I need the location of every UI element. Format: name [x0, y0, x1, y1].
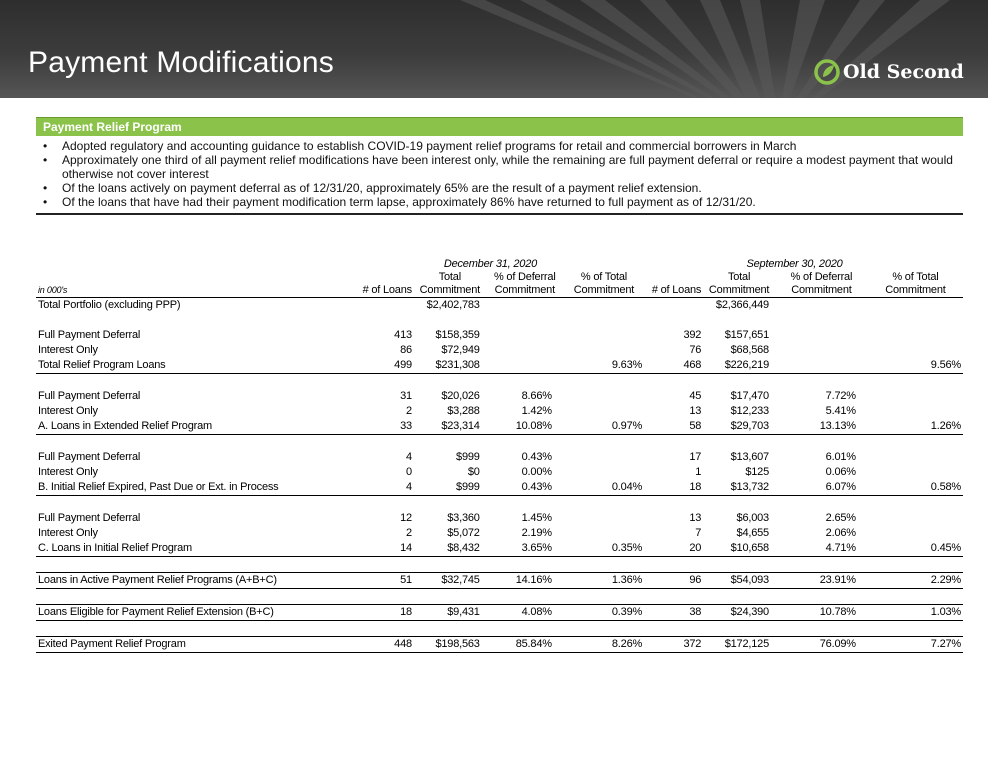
dec-loans: 14: [355, 541, 414, 557]
dec-deferral-pct: 2.19%: [521, 527, 552, 539]
dec-commitment: $9,431: [414, 605, 486, 621]
dec-total-pct: [564, 465, 644, 480]
sep-commitment: $17,470: [730, 390, 769, 402]
sep-commitment: $157,651: [724, 329, 769, 341]
dec-commitment: $0: [467, 466, 480, 478]
dec-commitment: $158,359: [435, 329, 480, 341]
dec-total-pct: [564, 298, 644, 314]
sep-total-pct: 9.56%: [868, 358, 963, 374]
sep-commitment: $12,233: [730, 405, 769, 417]
row-label: Loans Eligible for Payment Relief Extension (B+C): [36, 605, 355, 621]
row-label: Interest Only: [38, 405, 98, 417]
sep-loans: 96: [644, 573, 703, 589]
table-row: [36, 541, 963, 557]
dec-commitment: $999: [414, 480, 486, 496]
row-label: Full Payment Deferral: [38, 329, 141, 341]
spacer-row: [36, 557, 963, 573]
sep-deferral-pct: 7.72%: [825, 390, 856, 402]
col-commitment: Commitment: [703, 284, 775, 298]
row-label: Total Portfolio (excluding PPP): [38, 299, 181, 311]
dec-deferral-pct: 0.00%: [521, 466, 552, 478]
sep-loans: 372: [644, 637, 703, 653]
dec-deferral-pct: 14.16%: [486, 573, 564, 589]
sep-commitment: $29,703: [703, 419, 775, 435]
sep-commitment: $54,093: [703, 573, 775, 589]
dec-loans: 51: [355, 573, 414, 589]
sep-total-pct: [868, 389, 963, 404]
dec-deferral-pct: [486, 298, 564, 314]
dec-loans: 499: [355, 358, 414, 374]
sep-deferral-pct: 10.78%: [775, 605, 868, 621]
bullet-dot-icon: •: [43, 181, 48, 195]
col-deferral-top: % of Deferral: [493, 271, 556, 283]
dec-total-pct: 0.97%: [564, 419, 644, 435]
sep-total-pct: 7.27%: [868, 637, 963, 653]
dec-loans: 2: [406, 527, 412, 539]
row-label: C. Loans in Initial Relief Program: [36, 541, 355, 557]
spacer-row: [36, 435, 963, 451]
dec-deferral-pct: [486, 328, 564, 343]
sep-loans: 38: [644, 605, 703, 621]
col-commitment-top: Total: [727, 271, 751, 283]
sep-total-pct: 1.26%: [868, 419, 963, 435]
dec-deferral-pct: 0.43%: [521, 451, 552, 463]
col-commitment-top: Total: [438, 271, 461, 283]
table-row: [36, 450, 963, 465]
row-label: B. Initial Relief Expired, Past Due or Ext. in Process: [36, 480, 355, 496]
bullet-text: Adopted regulatory and accounting guidance to establish COVID-19 payment relief programs for retail and commercial borrowers in March: [62, 139, 797, 153]
bullet-text: Of the loans actively on payment deferral as of 12/31/20, approximately 65% are the result of a payment relief extension.: [62, 181, 702, 195]
logo-text: Old Second: [843, 61, 964, 83]
dec-loans: 18: [355, 605, 414, 621]
table-row: [36, 419, 963, 435]
sep-deferral-pct: [775, 328, 868, 343]
dec-commitment: $3,288: [447, 405, 480, 417]
row-label: Exited Payment Relief Program: [36, 637, 355, 653]
sep-total-pct: [868, 404, 963, 419]
spacer-row: [36, 496, 963, 512]
table-row: [36, 511, 963, 526]
dec-deferral-pct: 0.43%: [486, 480, 564, 496]
dec-commitment: $20,026: [441, 390, 480, 402]
dec-deferral-pct: [486, 358, 564, 374]
col-total-top: % of Total: [892, 271, 939, 283]
dec-loans: 448: [355, 637, 414, 653]
dec-total-pct: 8.26%: [564, 637, 644, 653]
dec-loans: 2: [406, 405, 412, 417]
bullet-item: [36, 139, 963, 153]
dec-deferral-pct: [486, 343, 564, 358]
sep-loans: 1: [695, 466, 702, 478]
sep-loans: 392: [683, 329, 702, 341]
bullet-item: [36, 181, 963, 195]
page-title: Payment Modifications: [28, 46, 335, 79]
bullet-dot-icon: •: [43, 153, 48, 167]
sep-deferral-pct: 2.06%: [825, 527, 856, 539]
col-deferral: Commitment: [486, 284, 564, 298]
bullet-item: [36, 153, 963, 181]
sep-commitment: $172,125: [703, 637, 775, 653]
sep-loans: 13: [689, 512, 702, 524]
col-loans: # of Loans: [355, 284, 414, 298]
bullet-dot-icon: •: [43, 195, 48, 209]
row-label: Full Payment Deferral: [38, 512, 141, 524]
dec-total-pct: [564, 511, 644, 526]
sep-total-pct: 2.29%: [868, 573, 963, 589]
table-row: [36, 605, 963, 621]
col-deferral: Commitment: [775, 284, 868, 298]
dec-commitment: $3,360: [447, 512, 480, 524]
sep-deferral-pct: [775, 298, 868, 314]
row-label: Loans in Active Payment Relief Programs (A+B+C): [36, 573, 355, 589]
section-title: Payment Relief Program: [43, 120, 182, 134]
table-row: [36, 298, 963, 314]
dec-loans: 413: [394, 329, 412, 341]
sep-total-pct: [868, 298, 963, 314]
table-row: [36, 328, 963, 343]
dec-loans: 12: [400, 512, 412, 524]
dec-total-pct: 0.39%: [564, 605, 644, 621]
sep-commitment: $13,607: [730, 451, 769, 463]
dec-total-pct: 9.63%: [564, 358, 644, 374]
dec-loans: 86: [400, 344, 412, 356]
dec-loans: 4: [406, 451, 412, 463]
table-row: [36, 404, 963, 419]
sep-loans: 17: [689, 451, 702, 463]
dec-total-pct: [564, 328, 644, 343]
row-label: A. Loans in Extended Relief Program: [36, 419, 355, 435]
sep-total-pct: [868, 328, 963, 343]
sep-commitment: $125: [745, 466, 769, 478]
sep-commitment: $24,390: [703, 605, 775, 621]
dec-commitment: $2,402,783: [426, 299, 480, 311]
spacer-row: [36, 621, 963, 637]
row-label: Full Payment Deferral: [38, 390, 141, 402]
spacer-row: [36, 589, 963, 605]
dec-loans: 31: [400, 390, 412, 402]
sep-commitment: $68,568: [730, 344, 769, 356]
row-label: Full Payment Deferral: [38, 451, 141, 463]
sep-commitment: $6,003: [736, 512, 769, 524]
table-row: [36, 573, 963, 589]
period-header-dec: December 31, 2020: [443, 258, 538, 270]
table-row: [36, 389, 963, 404]
sep-commitment: $4,655: [736, 527, 769, 539]
dec-commitment: $23,314: [414, 419, 486, 435]
table-row: [36, 637, 963, 653]
col-commitment: Commitment: [414, 284, 486, 298]
dec-total-pct: [564, 404, 644, 419]
sep-commitment: $226,219: [703, 358, 775, 374]
sep-loans: 7: [695, 527, 702, 539]
dec-deferral-pct: 85.84%: [486, 637, 564, 653]
sep-deferral-pct: 6.07%: [775, 480, 868, 496]
payment-modifications-table: [36, 258, 963, 653]
sep-deferral-pct: 5.41%: [825, 405, 856, 417]
table-row: [36, 343, 963, 358]
row-label: Interest Only: [38, 527, 98, 539]
dec-commitment: $231,308: [414, 358, 486, 374]
sep-deferral-pct: [775, 358, 868, 374]
dec-commitment: $32,745: [414, 573, 486, 589]
spacer-row: [36, 374, 963, 390]
dec-deferral-pct: 8.66%: [521, 390, 552, 402]
dec-total-pct: 1.36%: [564, 573, 644, 589]
col-deferral-top: % of Deferral: [790, 271, 853, 283]
dec-loans: 33: [355, 419, 414, 435]
header-blank: [36, 258, 355, 271]
sep-total-pct: 1.03%: [868, 605, 963, 621]
dec-total-pct: [564, 389, 644, 404]
section-banner: [36, 117, 963, 136]
sep-loans: 468: [644, 358, 703, 374]
bullet-text: Of the loans that have had their payment modification term lapse, approximately 86% have returned to full payment as of 12/31/20.: [62, 195, 756, 209]
bullet-dot-icon: •: [43, 139, 48, 153]
col-loans: # of Loans: [644, 284, 703, 298]
sep-loans: 18: [644, 480, 703, 496]
unit-label: in 000's: [36, 284, 355, 298]
sep-deferral-pct: 23.91%: [775, 573, 868, 589]
company-logo: [814, 56, 964, 88]
col-total: Commitment: [868, 284, 963, 298]
table-row: [36, 358, 963, 374]
sep-loans: 45: [689, 390, 702, 402]
table-row: [36, 480, 963, 496]
sep-total-pct: 0.45%: [868, 541, 963, 557]
dec-deferral-pct: 10.08%: [486, 419, 564, 435]
bullet-item: [36, 195, 963, 209]
sep-deferral-pct: [775, 343, 868, 358]
sep-commitment: $10,658: [703, 541, 775, 557]
dec-commitment: $999: [456, 451, 480, 463]
dec-loans: 4: [355, 480, 414, 496]
dec-deferral-pct: 1.45%: [521, 512, 552, 524]
sep-total-pct: [868, 465, 963, 480]
dec-total-pct: 0.04%: [564, 480, 644, 496]
dec-deferral-pct: 3.65%: [486, 541, 564, 557]
sep-total-pct: [868, 511, 963, 526]
sep-deferral-pct: 2.65%: [825, 512, 856, 524]
period-header-sep: September 30, 2020: [746, 258, 843, 270]
dec-deferral-pct: 1.42%: [521, 405, 552, 417]
sep-loans: 13: [689, 405, 702, 417]
spacer-row: [36, 313, 963, 328]
col-total-top: % of Total: [580, 271, 628, 283]
row-label: Interest Only: [38, 344, 98, 356]
sep-deferral-pct: 0.06%: [825, 466, 856, 478]
dec-total-pct: [564, 526, 644, 541]
slide-header: [0, 0, 988, 98]
sep-commitment: $13,732: [703, 480, 775, 496]
sep-loans: 20: [644, 541, 703, 557]
sep-deferral-pct: 4.71%: [775, 541, 868, 557]
sep-loans: 76: [689, 344, 702, 356]
leaf-icon: [814, 59, 840, 85]
dec-commitment: $8,432: [414, 541, 486, 557]
sep-total-pct: [868, 450, 963, 465]
bullet-text: Approximately one third of all payment relief modifications have been interest only, while the remaining are full payment deferral or require a modest payment that would otherwise not cover interest: [62, 153, 953, 181]
bullet-list: [36, 139, 963, 215]
sep-loans: 58: [644, 419, 703, 435]
dec-deferral-pct: 4.08%: [486, 605, 564, 621]
sep-deferral-pct: 76.09%: [775, 637, 868, 653]
table-row: [36, 465, 963, 480]
dec-total-pct: [564, 343, 644, 358]
dec-commitment: $72,949: [441, 344, 480, 356]
row-label: Interest Only: [38, 466, 98, 478]
sep-deferral-pct: 13.13%: [775, 419, 868, 435]
sep-commitment: $2,366,449: [715, 299, 769, 311]
sep-total-pct: [868, 526, 963, 541]
row-label: Total Relief Program Loans: [36, 358, 355, 374]
dec-loans: 0: [406, 466, 412, 478]
sep-total-pct: 0.58%: [868, 480, 963, 496]
table-row: [36, 526, 963, 541]
sep-deferral-pct: 6.01%: [825, 451, 856, 463]
sep-total-pct: [868, 343, 963, 358]
col-total: Commitment: [564, 284, 644, 298]
dec-total-pct: [564, 450, 644, 465]
sep-loans: [644, 298, 703, 314]
dec-commitment: $5,072: [447, 527, 480, 539]
dec-commitment: $198,563: [414, 637, 486, 653]
dec-total-pct: 0.35%: [564, 541, 644, 557]
dec-loans: [355, 298, 414, 314]
